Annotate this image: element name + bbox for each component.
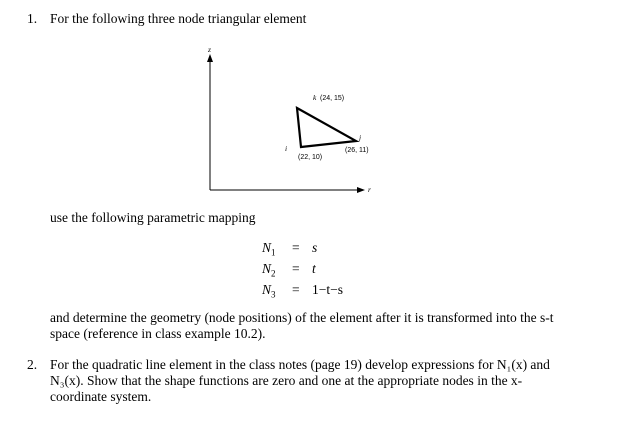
problem-1-intro: For the following three node triangular element <box>50 11 307 26</box>
node-k-coords: (24, 15) <box>320 95 345 102</box>
problem-2-number: 2. <box>27 357 38 372</box>
equation-lhs: $N_2$ <box>262 261 276 279</box>
node-j-coords: (26, 11) <box>345 147 369 154</box>
mapping-intro: use the following parametric mapping <box>50 210 256 225</box>
r-axis-label: r <box>368 185 371 194</box>
equation-rhs: s <box>312 240 318 255</box>
equals-sign: = <box>292 240 300 255</box>
triangle-element-figure <box>190 40 390 200</box>
equation-rhs: 1−t−s <box>312 282 343 297</box>
equals-sign: = <box>292 282 300 297</box>
problem-1-number: 1. <box>27 11 38 26</box>
conclusion-line-2: space (reference in class example 10.2). <box>50 326 266 341</box>
problem-2-line-2: N₃(x). Show that the shape functions are zero and one at the appropriate nodes in the x- <box>50 373 523 388</box>
equation-lhs: $N_3$ <box>262 282 276 300</box>
node-j-label: j <box>359 133 362 142</box>
equation-rhs: t <box>312 261 316 276</box>
problem-2-line-3: coordinate system. <box>50 389 152 404</box>
node-i-label: i <box>285 144 288 153</box>
conclusion-line-1: and determine the geometry (node positions) of the element after it is transformed into the s-t <box>50 310 554 325</box>
problem-2-line-1: For the quadratic line element in the class notes (page 19) develop expressions for N₁(x) and <box>50 357 550 372</box>
equation-lhs: $N_1$ <box>262 240 276 258</box>
z-axis-label: z <box>208 45 211 54</box>
triangle-element <box>297 108 356 147</box>
node-i-coords: (22, 10) <box>298 154 323 161</box>
node-k-label: k <box>313 93 317 102</box>
equals-sign: = <box>292 261 300 276</box>
